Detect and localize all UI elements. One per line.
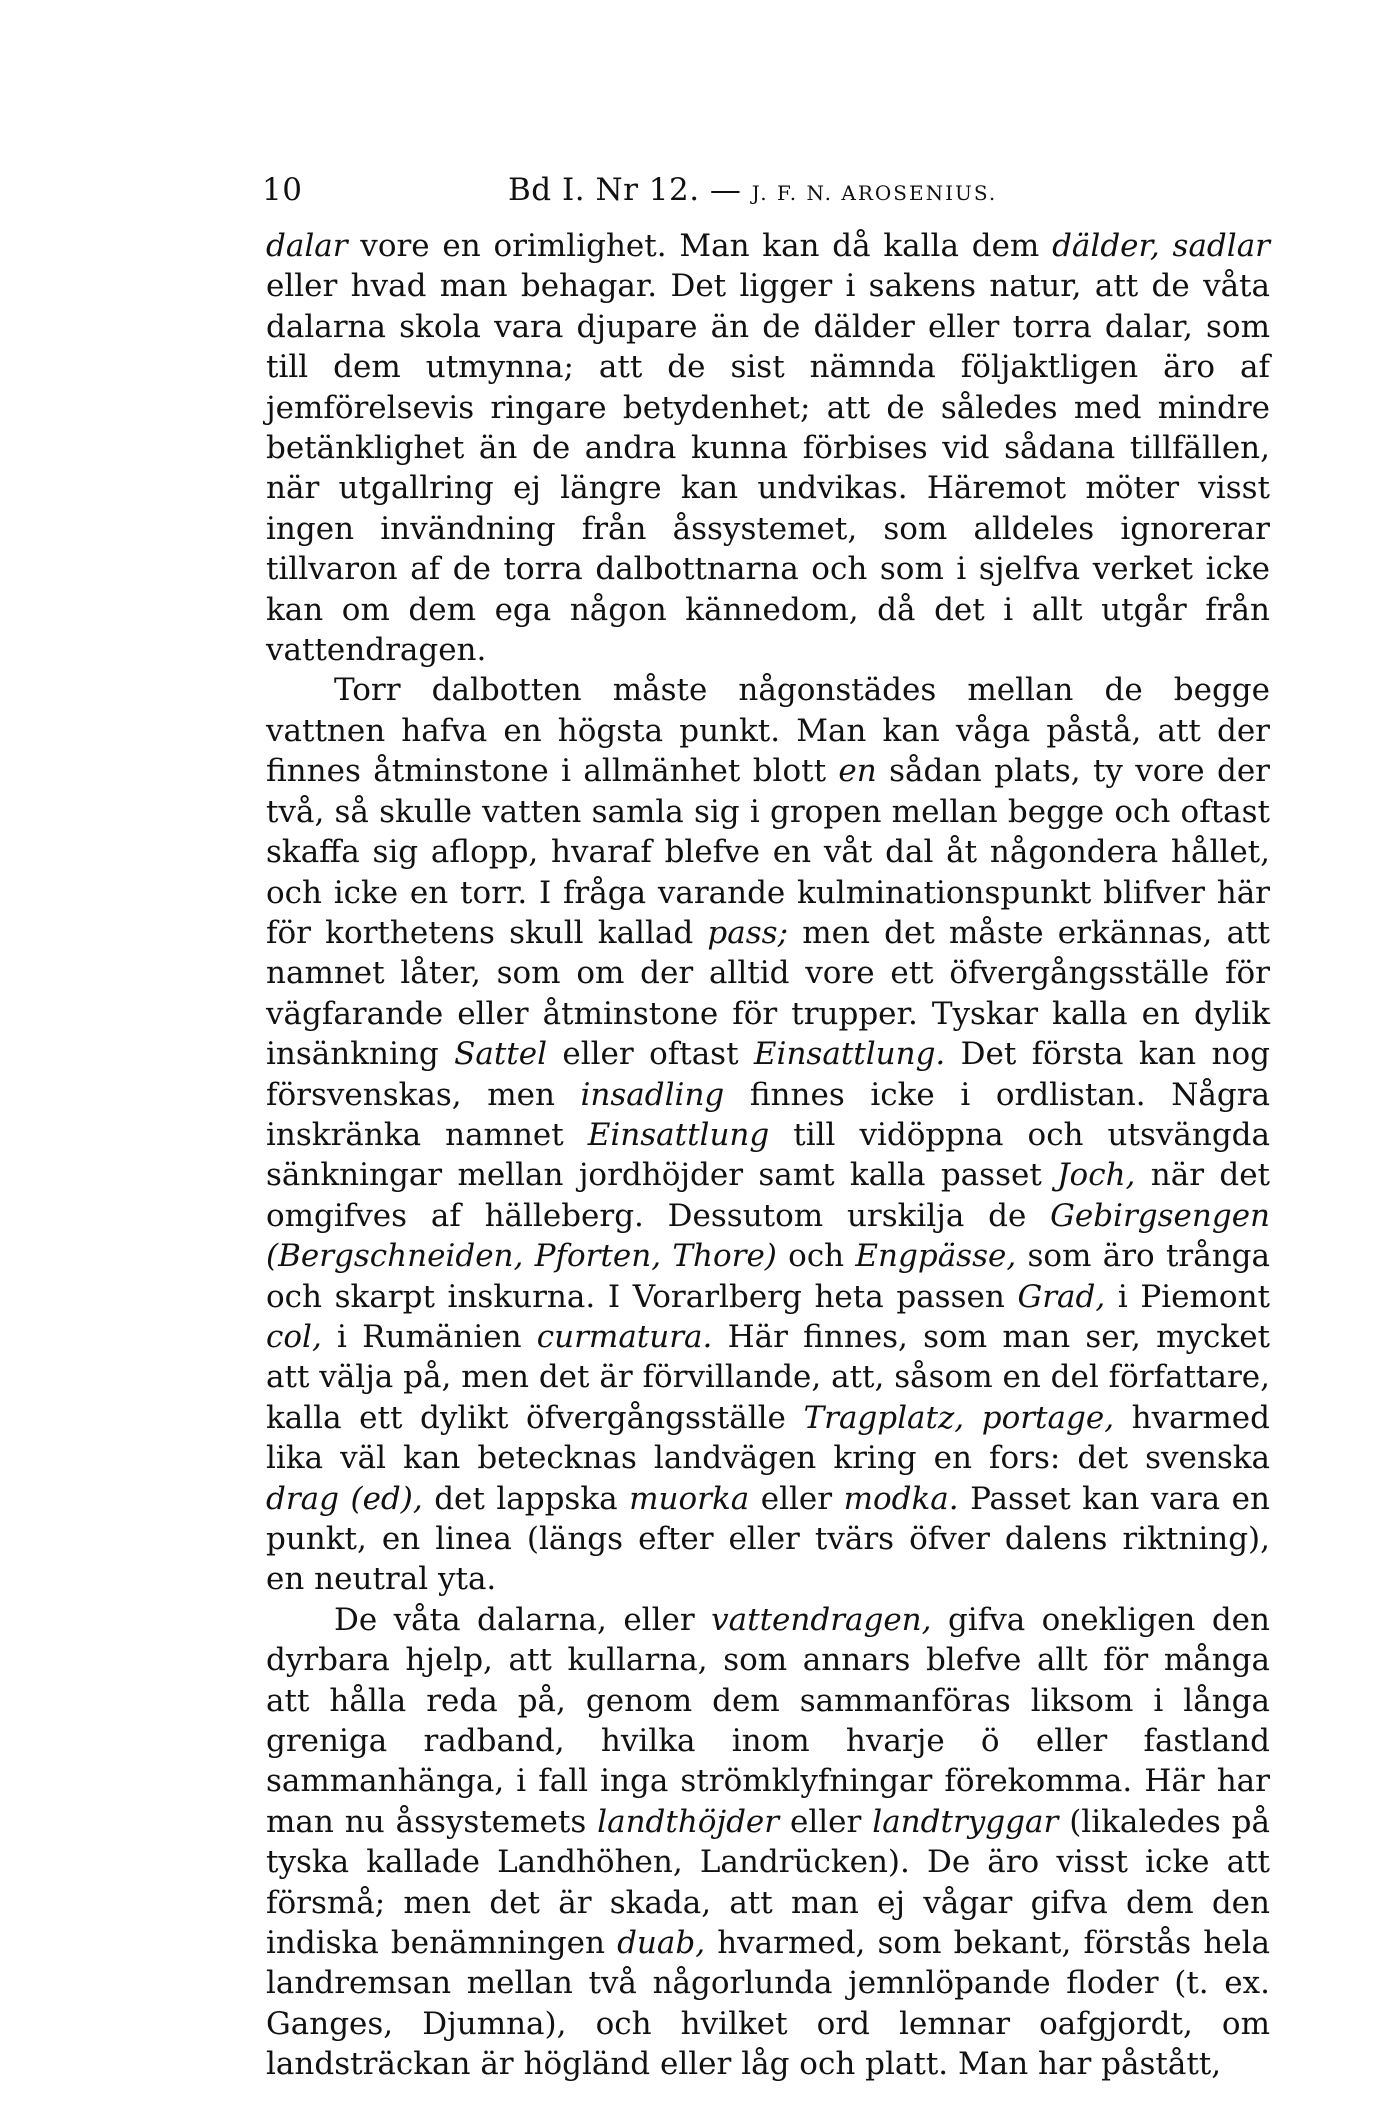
header-author: J. F. N. AROSENIUS. — [751, 181, 998, 205]
page-number: 10 — [262, 172, 303, 208]
italic-run: Gebirgsengen (Bergschneiden, Pforten, Thore) — [266, 1197, 1270, 1275]
text-run: eller hvad man behagar. Det ligger i sakens natur, att de våta dalarna skola vara djupare än de dälder eller torra dalar, som till dem utmynna; att de sist nämnda följaktligen äro af jemförelsevis ringare betydenhet; att de således med mindre betänklighet än de andra kunna förbises vid sådana tillfällen, när utgallring ej längre kan undvikas. Häremot möter visst ingen invändning från åssystemet, som alldeles ignorerar tillvaron af de torra dalbottnarna och som i sjelfva verket icke kan om dem ega någon kännedom, då det i allt utgår från vattendragen. — [266, 268, 1270, 669]
text-run: De våta dalarna, eller — [334, 1601, 712, 1638]
text-run: och — [776, 1238, 856, 1275]
italic-run: drag (ed), — [266, 1480, 423, 1517]
text-run: Torr dalbotten måste någonstädes mellan de begge vattnen hafva en högsta punkt. Man kan våga påstå, att der finnes åtminstone i allmänhet blott — [266, 672, 1270, 790]
text-run: eller oftast — [547, 1036, 754, 1073]
text-run: eller — [749, 1480, 844, 1517]
italic-run: curmatura. — [536, 1318, 713, 1355]
italic-run: duab, — [617, 1925, 706, 1962]
text-run: men det måste erkännas, att namnet låter, som om der alltid vore ett öfvergångsställe för vägfarande eller åtminstone för trupper. Tyskar kalla en dylik insänkning — [266, 914, 1271, 1073]
text-run: sådan plats, ty vore der två, så skulle vatten samla sig i gropen mellan begge och oftast skaffa sig aflopp, hvaraf blefve en våt dal åt någondera hållet, och icke en torr. I fråga varande kulminationspunkt blifver här för korthetens skull kallad — [266, 753, 1270, 951]
italic-run: Tragplatz, portage, — [803, 1399, 1115, 1436]
paragraph-2 — [266, 670, 1270, 1599]
text-run: finnes icke i ordlistan. Några inskränka namnet — [266, 1076, 1270, 1153]
header-citation — [508, 172, 997, 208]
text-run: till vidöppna och utsvängda sänkningar mellan jordhöjder samt kalla passet — [266, 1116, 1270, 1194]
text-run: (likaledes på tyska kallade Landhöhen, Landrücken). De äro visst icke att försmå; men det är skada, att man ej vågar gifva dem den indiska benämningen — [266, 1803, 1270, 1962]
italic-run: dälder, sadlar — [1052, 228, 1270, 264]
paragraph-1 — [266, 226, 1270, 670]
text-run: Det första kan nog försvenskas, men — [266, 1036, 1270, 1113]
paragraph-3 — [266, 1600, 1270, 2085]
header-dash: — — [709, 172, 742, 208]
italic-run: dalar — [266, 228, 348, 264]
italic-run: Joch, — [1057, 1157, 1136, 1194]
italic-run: en — [838, 753, 877, 790]
text-run: hvarmed lika väl kan betecknas landvägen kring en fors: det svenska — [266, 1399, 1270, 1477]
text-run: i Piemont — [1105, 1278, 1270, 1315]
header-volume: Bd I. — [508, 172, 586, 208]
text-run: vore en orimlighet. Man kan då kalla dem — [347, 228, 1053, 264]
italic-run: Einsattlung. — [753, 1036, 946, 1073]
italic-run: col, — [266, 1318, 322, 1355]
italic-run: muorka — [629, 1480, 750, 1517]
text-run: när det omgifves af hälleberg. Dessutom urskilja de — [266, 1157, 1270, 1234]
text-run: gifva onekligen den dyrbara hjelp, att kullarna, som annars blefve allt för många att hålla reda på, genom dem sammanföras liksom i långa greniga radband, hvilka inom hvarje ö eller fastland sammanhänga, i fall inga strömklyfningar förekomma. Här har man nu åssystemets — [266, 1601, 1270, 1840]
header-number: Nr 12. — [595, 172, 700, 208]
italic-run: pass; — [707, 914, 789, 951]
text-run: Här finnes, som man ser, mycket att välja på, men det är förvillande, att, såsom en del författare, kalla ett dylikt öfvergångsställe — [266, 1318, 1270, 1436]
italic-run: modka. — [843, 1480, 959, 1517]
italic-run: vattendragen, — [711, 1601, 932, 1638]
italic-run: Sattel — [454, 1036, 547, 1073]
text-run: hvarmed, som bekant, förstås hela landremsan mellan två någorlunda jemnlöpande floder (t. ex. Ganges, Djumna), och hvilket ord lemnar oafgjordt, om landsträckan är högländ eller låg och platt. Man har påstått, — [266, 1925, 1270, 2083]
text-run: eller — [779, 1803, 873, 1840]
body-text — [266, 226, 1270, 2085]
italic-run: Engpässe, — [855, 1238, 1017, 1275]
text-run: Passet kan vara en punkt, en linea (längs efter eller tvärs öfver dalens riktning), en neutral yta. — [266, 1480, 1270, 1598]
text-run: i Rumänien — [321, 1318, 537, 1355]
italic-run: Grad, — [1017, 1278, 1106, 1315]
italic-run: Einsattlung — [587, 1116, 770, 1153]
italic-run: landthöjder — [597, 1803, 780, 1840]
text-run: det lappska — [422, 1480, 630, 1517]
italic-run: insadling — [580, 1076, 725, 1113]
italic-run: landtryggar — [872, 1803, 1059, 1840]
text-run: som äro trånga och skarpt inskurna. I Vorarlberg heta passen — [266, 1238, 1270, 1315]
